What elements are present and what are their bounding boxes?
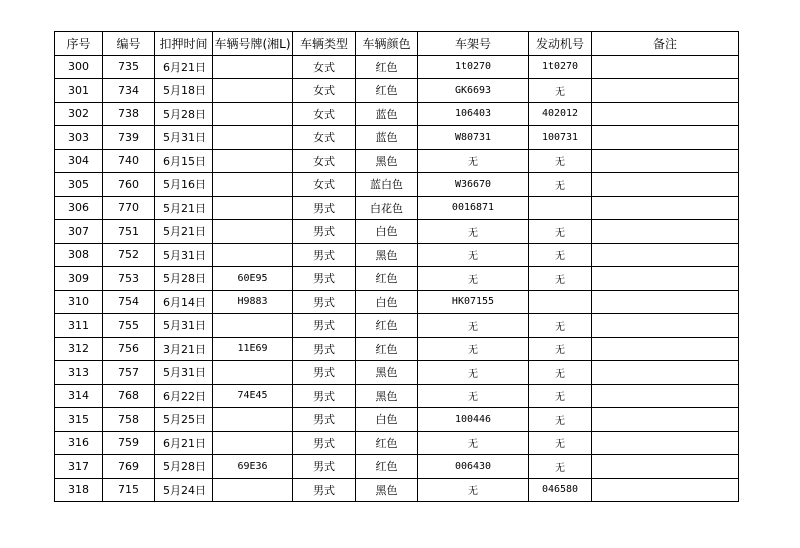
cell-id-no: 768 — [103, 384, 155, 408]
header-id-no: 编号 — [103, 32, 155, 56]
cell-vehicle-type: 女式 — [293, 55, 356, 79]
header-engine-no: 发动机号 — [529, 32, 592, 56]
cell-detain-date: 5月31日 — [155, 243, 213, 267]
table-row — [55, 431, 739, 455]
cell-frame-no: 无 — [418, 431, 529, 455]
cell-frame-no: 0016871 — [418, 196, 529, 220]
cell-engine-no: 无 — [529, 384, 592, 408]
cell-serial-no: 303 — [55, 126, 103, 150]
cell-serial-no: 314 — [55, 384, 103, 408]
cell-remarks — [592, 408, 739, 432]
cell-serial-no: 315 — [55, 408, 103, 432]
cell-serial-no: 301 — [55, 79, 103, 103]
cell-vehicle-type: 男式 — [293, 337, 356, 361]
cell-serial-no: 307 — [55, 220, 103, 244]
cell-frame-no: W36670 — [418, 173, 529, 197]
cell-frame-no: 无 — [418, 149, 529, 173]
cell-plate-no — [213, 220, 293, 244]
cell-remarks — [592, 314, 739, 338]
cell-remarks — [592, 126, 739, 150]
cell-remarks — [592, 455, 739, 479]
cell-remarks — [592, 384, 739, 408]
cell-remarks — [592, 79, 739, 103]
cell-frame-no: 无 — [418, 337, 529, 361]
cell-detain-date: 6月21日 — [155, 431, 213, 455]
cell-detain-date: 6月22日 — [155, 384, 213, 408]
cell-vehicle-type: 女式 — [293, 79, 356, 103]
cell-serial-no: 316 — [55, 431, 103, 455]
cell-serial-no: 305 — [55, 173, 103, 197]
cell-remarks — [592, 196, 739, 220]
cell-detain-date: 5月18日 — [155, 79, 213, 103]
cell-plate-no — [213, 431, 293, 455]
cell-vehicle-type: 男式 — [293, 243, 356, 267]
cell-detain-date: 5月28日 — [155, 102, 213, 126]
cell-vehicle-color: 红色 — [356, 314, 418, 338]
cell-vehicle-type: 女式 — [293, 126, 356, 150]
cell-id-no: 759 — [103, 431, 155, 455]
cell-id-no: 757 — [103, 361, 155, 385]
cell-serial-no: 300 — [55, 55, 103, 79]
header-detain-date: 扣押时间 — [155, 32, 213, 56]
cell-vehicle-color: 红色 — [356, 79, 418, 103]
table-row — [55, 79, 739, 103]
cell-vehicle-type: 女式 — [293, 102, 356, 126]
cell-detain-date: 3月21日 — [155, 337, 213, 361]
cell-serial-no: 304 — [55, 149, 103, 173]
cell-plate-no: 60E95 — [213, 267, 293, 291]
cell-frame-no: 无 — [418, 361, 529, 385]
cell-plate-no — [213, 478, 293, 502]
cell-id-no: 760 — [103, 173, 155, 197]
cell-remarks — [592, 361, 739, 385]
cell-id-no: 739 — [103, 126, 155, 150]
cell-vehicle-type: 男式 — [293, 478, 356, 502]
cell-plate-no — [213, 126, 293, 150]
cell-detain-date: 5月16日 — [155, 173, 213, 197]
cell-remarks — [592, 149, 739, 173]
cell-engine-no: 无 — [529, 431, 592, 455]
cell-engine-no: 1t0270 — [529, 55, 592, 79]
cell-vehicle-type: 男式 — [293, 267, 356, 291]
cell-vehicle-type: 男式 — [293, 361, 356, 385]
table-row — [55, 149, 739, 173]
cell-vehicle-color: 黑色 — [356, 361, 418, 385]
cell-engine-no — [529, 196, 592, 220]
cell-id-no: 715 — [103, 478, 155, 502]
header-serial-no: 序号 — [55, 32, 103, 56]
cell-frame-no: GK6693 — [418, 79, 529, 103]
cell-remarks — [592, 290, 739, 314]
cell-remarks — [592, 337, 739, 361]
cell-engine-no: 无 — [529, 173, 592, 197]
cell-serial-no: 306 — [55, 196, 103, 220]
cell-remarks — [592, 267, 739, 291]
table-row — [55, 361, 739, 385]
table-row — [55, 478, 739, 502]
cell-vehicle-type: 女式 — [293, 173, 356, 197]
cell-engine-no: 100731 — [529, 126, 592, 150]
cell-engine-no: 无 — [529, 455, 592, 479]
cell-plate-no — [213, 79, 293, 103]
cell-vehicle-type: 男式 — [293, 290, 356, 314]
cell-plate-no — [213, 196, 293, 220]
cell-plate-no — [213, 243, 293, 267]
cell-plate-no: 74E45 — [213, 384, 293, 408]
cell-engine-no: 402012 — [529, 102, 592, 126]
cell-detain-date: 5月24日 — [155, 478, 213, 502]
cell-engine-no: 无 — [529, 337, 592, 361]
cell-engine-no: 无 — [529, 220, 592, 244]
cell-frame-no: 无 — [418, 478, 529, 502]
cell-frame-no: 1t0270 — [418, 55, 529, 79]
table-row — [55, 384, 739, 408]
cell-engine-no: 无 — [529, 314, 592, 338]
table-row — [55, 408, 739, 432]
header-vehicle-type: 车辆类型 — [293, 32, 356, 56]
cell-remarks — [592, 102, 739, 126]
cell-detain-date: 5月21日 — [155, 196, 213, 220]
cell-detain-date: 5月28日 — [155, 267, 213, 291]
table-row — [55, 267, 739, 291]
cell-frame-no: 006430 — [418, 455, 529, 479]
cell-plate-no — [213, 102, 293, 126]
cell-plate-no: 69E36 — [213, 455, 293, 479]
header-row — [55, 32, 739, 56]
cell-detain-date: 6月21日 — [155, 55, 213, 79]
table-row — [55, 243, 739, 267]
cell-vehicle-color: 红色 — [356, 337, 418, 361]
cell-serial-no: 312 — [55, 337, 103, 361]
cell-vehicle-type: 男式 — [293, 384, 356, 408]
vehicle-record-table — [54, 31, 739, 502]
cell-vehicle-color: 白花色 — [356, 196, 418, 220]
cell-engine-no: 046580 — [529, 478, 592, 502]
cell-id-no: 752 — [103, 243, 155, 267]
cell-frame-no: 无 — [418, 384, 529, 408]
cell-vehicle-color: 白色 — [356, 408, 418, 432]
table-header — [55, 32, 739, 56]
cell-vehicle-color: 黑色 — [356, 149, 418, 173]
table-row — [55, 455, 739, 479]
table-row — [55, 314, 739, 338]
cell-id-no: 735 — [103, 55, 155, 79]
cell-vehicle-type: 男式 — [293, 431, 356, 455]
cell-engine-no: 无 — [529, 243, 592, 267]
cell-id-no: 769 — [103, 455, 155, 479]
cell-detain-date: 6月15日 — [155, 149, 213, 173]
cell-vehicle-color: 红色 — [356, 455, 418, 479]
cell-vehicle-color: 白色 — [356, 290, 418, 314]
cell-serial-no: 302 — [55, 102, 103, 126]
cell-detain-date: 5月25日 — [155, 408, 213, 432]
table-row — [55, 173, 739, 197]
cell-engine-no: 无 — [529, 267, 592, 291]
cell-plate-no — [213, 361, 293, 385]
cell-id-no: 756 — [103, 337, 155, 361]
cell-id-no: 770 — [103, 196, 155, 220]
cell-vehicle-type: 男式 — [293, 314, 356, 338]
cell-remarks — [592, 431, 739, 455]
cell-vehicle-color: 蓝色 — [356, 102, 418, 126]
cell-detain-date: 5月31日 — [155, 361, 213, 385]
cell-remarks — [592, 173, 739, 197]
cell-frame-no: 106403 — [418, 102, 529, 126]
cell-frame-no: 无 — [418, 314, 529, 338]
cell-plate-no — [213, 149, 293, 173]
cell-engine-no: 无 — [529, 408, 592, 432]
cell-plate-no — [213, 408, 293, 432]
cell-frame-no: 100446 — [418, 408, 529, 432]
cell-remarks — [592, 220, 739, 244]
cell-vehicle-type: 男式 — [293, 220, 356, 244]
table-row — [55, 290, 739, 314]
cell-vehicle-type: 女式 — [293, 149, 356, 173]
cell-engine-no: 无 — [529, 361, 592, 385]
cell-engine-no: 无 — [529, 149, 592, 173]
cell-id-no: 734 — [103, 79, 155, 103]
header-plate-no: 车辆号牌(湘L) — [213, 32, 293, 56]
table-row — [55, 196, 739, 220]
cell-vehicle-type: 男式 — [293, 408, 356, 432]
cell-remarks — [592, 478, 739, 502]
header-frame-no: 车架号 — [418, 32, 529, 56]
cell-id-no: 755 — [103, 314, 155, 338]
cell-frame-no: W80731 — [418, 126, 529, 150]
cell-engine-no — [529, 290, 592, 314]
cell-serial-no: 309 — [55, 267, 103, 291]
header-vehicle-color: 车辆颜色 — [356, 32, 418, 56]
cell-serial-no: 310 — [55, 290, 103, 314]
cell-frame-no: 无 — [418, 243, 529, 267]
cell-serial-no: 308 — [55, 243, 103, 267]
cell-plate-no: 11E69 — [213, 337, 293, 361]
cell-id-no: 738 — [103, 102, 155, 126]
table-row — [55, 102, 739, 126]
table-body — [55, 55, 739, 502]
table-row — [55, 55, 739, 79]
cell-vehicle-color: 蓝白色 — [356, 173, 418, 197]
cell-serial-no: 313 — [55, 361, 103, 385]
cell-detain-date: 5月31日 — [155, 126, 213, 150]
cell-vehicle-color: 黑色 — [356, 384, 418, 408]
cell-frame-no: 无 — [418, 220, 529, 244]
cell-plate-no — [213, 314, 293, 338]
cell-vehicle-type: 男式 — [293, 196, 356, 220]
cell-frame-no: HK07155 — [418, 290, 529, 314]
cell-remarks — [592, 243, 739, 267]
cell-frame-no: 无 — [418, 267, 529, 291]
table-row — [55, 220, 739, 244]
cell-plate-no — [213, 173, 293, 197]
cell-vehicle-color: 红色 — [356, 267, 418, 291]
cell-vehicle-color: 白色 — [356, 220, 418, 244]
cell-id-no: 754 — [103, 290, 155, 314]
cell-id-no: 751 — [103, 220, 155, 244]
cell-vehicle-type: 男式 — [293, 455, 356, 479]
cell-serial-no: 318 — [55, 478, 103, 502]
cell-id-no: 740 — [103, 149, 155, 173]
cell-vehicle-color: 红色 — [356, 431, 418, 455]
cell-plate-no: H9883 — [213, 290, 293, 314]
header-remarks: 备注 — [592, 32, 739, 56]
table-row — [55, 337, 739, 361]
cell-detain-date: 5月28日 — [155, 455, 213, 479]
cell-vehicle-color: 红色 — [356, 55, 418, 79]
cell-detain-date: 5月21日 — [155, 220, 213, 244]
cell-detain-date: 6月14日 — [155, 290, 213, 314]
cell-engine-no: 无 — [529, 79, 592, 103]
cell-serial-no: 317 — [55, 455, 103, 479]
cell-plate-no — [213, 55, 293, 79]
cell-remarks — [592, 55, 739, 79]
cell-serial-no: 311 — [55, 314, 103, 338]
cell-vehicle-color: 蓝色 — [356, 126, 418, 150]
cell-vehicle-color: 黑色 — [356, 243, 418, 267]
table-row — [55, 126, 739, 150]
cell-id-no: 753 — [103, 267, 155, 291]
cell-id-no: 758 — [103, 408, 155, 432]
cell-vehicle-color: 黑色 — [356, 478, 418, 502]
cell-detain-date: 5月31日 — [155, 314, 213, 338]
